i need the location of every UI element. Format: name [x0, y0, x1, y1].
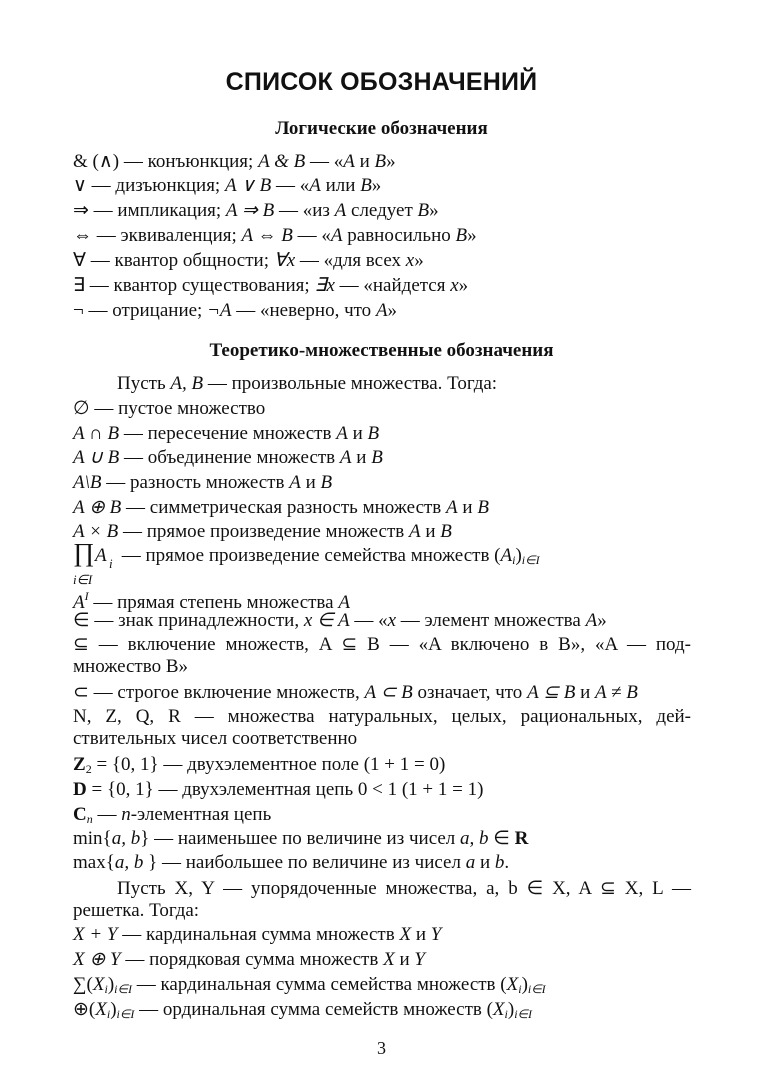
conjunction-formula: A & B: [258, 151, 306, 172]
logic-equivalence: [73, 225, 691, 247]
power-text: — прямая степень множества: [88, 592, 339, 613]
min-close: }: [140, 828, 150, 849]
max-ab: a, b: [114, 852, 149, 873]
sets-numbers-line2: ствительных чисел соответственно: [73, 728, 358, 749]
product-operator: [73, 538, 117, 587]
min-ab: a, b: [111, 828, 141, 849]
symdiff-mid: и: [457, 497, 478, 518]
cn-subscript: n: [86, 812, 93, 826]
page-number: 3: [377, 1038, 386, 1058]
famord-close: ): [110, 999, 117, 1020]
strict-subset-and: и: [575, 682, 596, 703]
ordsum-formula: X ⊕ Y: [73, 949, 121, 970]
logic-disjunction: [73, 175, 691, 197]
sets-max: [73, 852, 691, 874]
equivalence-text: — эквиваленция;: [92, 225, 242, 246]
cartesian-formula: A × B: [73, 521, 119, 542]
d-symbol: D: [73, 779, 87, 800]
famcard-close2: ): [521, 974, 528, 995]
logic-implication: [73, 200, 691, 222]
ordsum-y: Y: [414, 949, 425, 970]
z2-text: = {0, 1} — двухэлементное поле (1 + 1 = 0): [91, 754, 446, 775]
forall-x: x: [405, 250, 415, 271]
famord-range: i∈I: [116, 1007, 135, 1021]
logic-exists: [73, 275, 691, 297]
cn-n: n: [121, 804, 131, 825]
ordsum-x: X: [383, 949, 395, 970]
implication-text: — импликация;: [88, 200, 226, 221]
conjunction-mid: и: [354, 151, 375, 172]
ordered-ordinal-sum: [73, 949, 691, 971]
famcard-range2: i∈I: [527, 982, 546, 996]
product-a: A: [95, 545, 107, 566]
intersection-text: — пересечение множеств: [119, 423, 337, 444]
product-family-range: i∈I: [521, 553, 540, 567]
ordered-cardinal-sum: [73, 924, 691, 946]
ordered-family-cardinal: [73, 974, 691, 1000]
ordered-family-ordinal: [73, 999, 691, 1025]
cardsum-y: Y: [430, 924, 442, 945]
union-text: — объединение множеств: [119, 447, 340, 468]
max-text: — наибольшее по величине из чисел: [157, 852, 466, 873]
cn-post: -элементная цепь: [130, 804, 272, 825]
implication-a: A: [334, 200, 347, 221]
sets-intro-pre: Пусть: [117, 373, 171, 394]
famord-range2: i∈I: [514, 1007, 532, 1021]
sets-heading: Теоретико-множественные обозначения: [209, 340, 554, 361]
product-text: — прямое произведение семейства множеств (: [117, 545, 501, 566]
implication-b: B: [417, 200, 430, 221]
implication-mid: следует: [346, 200, 418, 221]
cartesian-a: A: [409, 521, 421, 542]
disjunction-a: A: [309, 175, 321, 196]
strict-subset-symbol: ⊂: [73, 682, 89, 703]
conjunction-text: — конъюнкция;: [119, 151, 259, 172]
famcard-range: i∈I: [114, 982, 132, 996]
min-ab2: a, b: [460, 828, 489, 849]
conjunction-dash: — «: [305, 151, 344, 172]
ordsum-text: — порядковая сумма множеств: [120, 949, 384, 970]
negation-text: — отрицание;: [83, 300, 208, 321]
exists-x: x: [450, 275, 459, 296]
ordered-intro-line2: решетка. Тогда:: [73, 900, 200, 921]
famcard-x2: X: [506, 974, 519, 995]
page-title: СПИСОК ОБОЗНАЧЕНИЙ: [225, 68, 538, 96]
logic-conjunction: [73, 151, 691, 173]
disjunction-b: B: [360, 175, 372, 196]
disjunction-mid: или: [320, 175, 361, 196]
sets-union: [73, 447, 691, 469]
membership-formula: x ∈ A: [303, 610, 350, 631]
difference-formula: A\B: [73, 472, 102, 493]
forall-text: — квантор общности;: [86, 250, 274, 271]
min-reals: R: [514, 828, 529, 849]
power-a: A: [73, 592, 85, 613]
equivalence-dash: — «: [292, 225, 331, 246]
logic-heading: Логические обозначения: [275, 118, 488, 139]
empty-set-symbol: ∅: [73, 398, 90, 419]
sets-subseteq-line1: ⊆ — включение множеств, A ⊆ B — «A включено в B», «A — под-: [73, 634, 691, 655]
product-range: i∈I: [73, 572, 93, 587]
union-b: B: [371, 447, 383, 468]
strict-subset-mid: означает, что: [412, 682, 528, 703]
min-pre: min{: [73, 828, 112, 849]
sets-d: [73, 779, 691, 801]
negation-end: »: [387, 300, 398, 321]
membership-dash: — «: [349, 610, 388, 631]
equivalence-a: A: [330, 225, 343, 246]
disjunction-dash: — «: [271, 175, 310, 196]
difference-b: B: [320, 472, 333, 493]
difference-text: — разность множеств: [101, 472, 290, 493]
sets-intro: [73, 373, 691, 395]
negation-symbol: ¬: [73, 300, 84, 321]
min-text: — наименьшее по величине из чисел: [149, 828, 461, 849]
famord-index: i: [106, 1007, 111, 1021]
sets-strict-subset: [73, 682, 691, 704]
ordered-intro-line1: Пусть X, Y — упорядоченные множества, a, b ∈ X, A ⊆ X, L —: [117, 878, 691, 899]
sets-membership: [73, 610, 691, 632]
ordsum-mid: и: [394, 949, 415, 970]
sets-z2: [73, 754, 691, 780]
famcard-close: ): [107, 974, 115, 995]
power-exponent: I: [84, 589, 89, 603]
famcard-index2: i: [518, 982, 522, 996]
negation-a: A: [375, 300, 388, 321]
equivalence-symbol: ⇔: [73, 225, 92, 246]
max-a: a: [465, 852, 476, 873]
intersection-b: B: [367, 423, 380, 444]
membership-a: A: [585, 610, 598, 631]
famcard-index: i: [104, 982, 108, 996]
implication-end: »: [429, 200, 439, 221]
logic-forall: [73, 250, 691, 272]
sets-cartesian: [73, 521, 691, 543]
d-text: = {0, 1} — двухэлементная цепь 0 < 1 (1 + 1 = 1): [86, 779, 484, 800]
sets-intro-vars: A, B: [170, 373, 204, 394]
famcard-x: X: [92, 974, 105, 995]
symdiff-formula: A ⊕ B: [73, 497, 122, 518]
famord-symbol: ⊕(: [73, 999, 96, 1020]
disjunction-formula: A ∨ B: [224, 175, 272, 196]
famord-text: — ординальная сумма семейств множеств (: [134, 999, 493, 1020]
implication-symbol: ⇒: [73, 200, 89, 221]
max-and: и: [475, 852, 495, 873]
sets-intro-post: — произвольные множества. Тогда:: [203, 373, 498, 394]
membership-end: »: [597, 610, 607, 631]
empty-set-text: — пустое множество: [89, 398, 266, 419]
forall-end: »: [414, 250, 424, 271]
famcard-text: — кардинальная сумма семейства множеств (: [131, 974, 507, 995]
intersection-a: A: [336, 423, 348, 444]
cartesian-text: — прямое произведение множеств: [118, 521, 410, 542]
famord-x2: X: [492, 999, 505, 1020]
symdiff-text: — симметрическая разность множеств: [121, 497, 447, 518]
cardsum-x: X: [399, 924, 412, 945]
membership-symbol: ∈: [73, 610, 90, 631]
product-symbol: ∏: [73, 538, 95, 567]
max-close: }: [148, 852, 158, 873]
famord-close2: ): [507, 999, 515, 1020]
exists-text: — квантор существования;: [85, 275, 315, 296]
exists-symbol: ∃: [73, 275, 86, 296]
product-family-index: i: [512, 553, 516, 567]
disjunction-text: — дизъюнкция;: [86, 175, 225, 196]
membership-x: x: [387, 610, 397, 631]
cardsum-mid: и: [411, 924, 431, 945]
sets-cn: [73, 804, 691, 830]
product-index: i: [109, 556, 113, 571]
sets-symdiff: [73, 497, 691, 519]
conjunction-symbol: & (∧): [73, 151, 120, 172]
conjunction-end: »: [386, 151, 396, 172]
cn-text: —: [92, 804, 122, 825]
strict-subset-text: — строгое включение множеств,: [88, 682, 365, 703]
equivalence-mid: равносильно: [342, 225, 456, 246]
famord-index2: i: [504, 1007, 508, 1021]
cartesian-mid: и: [420, 521, 441, 542]
forall-dash: — «для всех: [295, 250, 406, 271]
union-a: A: [339, 447, 352, 468]
strict-subset-f1: A ⊂ B: [364, 682, 413, 703]
conjunction-a: A: [343, 151, 355, 172]
implication-formula: A ⇒ B: [225, 200, 275, 221]
famord-x: X: [95, 999, 107, 1020]
intersection-mid: и: [347, 423, 368, 444]
forall-formula: ∀x: [273, 250, 296, 271]
exists-dash: — «найдется: [334, 275, 451, 296]
sets-numbers-line1: N, Z, Q, R — множества натуральных, целых, рациональных, дей-: [73, 706, 691, 727]
product-family-close: ): [515, 545, 522, 566]
max-end: .: [504, 852, 510, 873]
strict-subset-f3: A ≠ B: [595, 682, 638, 703]
equivalence-b: B: [455, 225, 468, 246]
sets-empty: [73, 398, 691, 420]
sets-product: [73, 538, 691, 587]
max-b: b: [494, 852, 505, 873]
union-formula: A ∪ B: [73, 447, 120, 468]
strict-subset-f2: A ⊆ B: [527, 682, 576, 703]
membership-mid: — элемент множества: [396, 610, 586, 631]
sets-min: [73, 828, 691, 850]
symdiff-b: B: [477, 497, 489, 518]
cn-symbol: C: [73, 804, 87, 825]
forall-symbol: ∀: [73, 250, 86, 271]
cardsum-formula: X + Y: [73, 924, 118, 945]
z2-symbol: Z: [73, 754, 86, 775]
exists-formula: ∃x: [314, 275, 335, 296]
difference-mid: и: [300, 472, 321, 493]
difference-a: A: [289, 472, 301, 493]
power-a2: A: [338, 592, 350, 613]
union-mid: и: [351, 447, 372, 468]
symdiff-a: A: [446, 497, 458, 518]
sets-difference: [73, 472, 691, 494]
negation-dash: — «неверно, что: [231, 300, 376, 321]
sets-subseteq-line2: множество B»: [73, 656, 189, 677]
cardsum-text: — кардинальная сумма множеств: [117, 924, 400, 945]
membership-text: — знак принадлежности,: [89, 610, 304, 631]
z2-subscript: 2: [85, 762, 92, 776]
max-pre: max{: [73, 852, 115, 873]
logic-negation: [73, 300, 691, 322]
implication-dash: — «из: [274, 200, 335, 221]
conjunction-b: B: [374, 151, 387, 172]
disjunction-symbol: ∨: [73, 175, 87, 196]
equivalence-end: »: [467, 225, 477, 246]
famcard-symbol: ∑(: [73, 974, 93, 995]
cartesian-b: B: [440, 521, 452, 542]
intersection-formula: A ∩ B: [73, 423, 120, 444]
exists-end: »: [458, 275, 469, 296]
product-family-a: A: [500, 545, 513, 566]
equivalence-formula: A ⇔ B: [241, 225, 293, 246]
min-in: ∈: [488, 828, 515, 849]
negation-formula: ¬A: [207, 300, 232, 321]
sets-intersection: [73, 423, 691, 445]
disjunction-end: »: [371, 175, 382, 196]
